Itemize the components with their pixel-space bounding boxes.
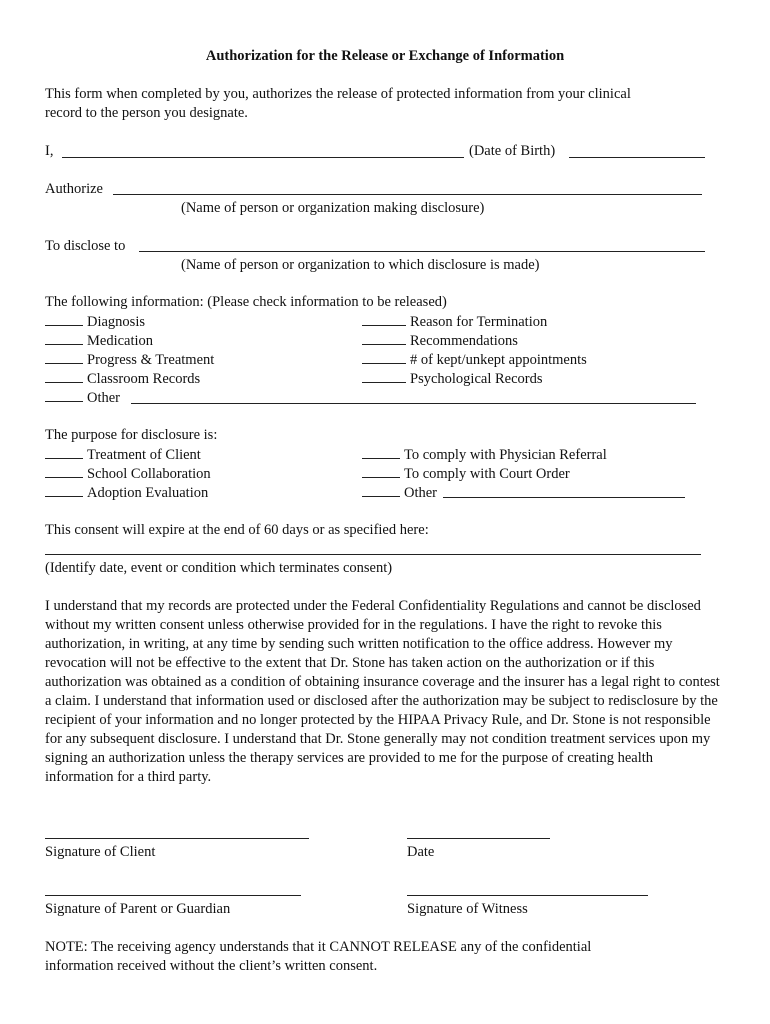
purpose-item-adoption[interactable]: Adoption Evaluation (45, 483, 208, 503)
checkbox-blank[interactable] (45, 445, 83, 459)
consent-paragraph: I understand that my records are protected under the Federal Confidentiality Regulations and cannot be disclosed without my written consent unless otherwise provided for in the regulations. I have the right to revoke this authorization, in writing, at any time by sending such written notification to the office address. However my revocation will not be effective to the extent that Dr. Stone has taken action on the authorization or if this authorization was obtained as a condition of obtaining insurance coverage and the insurer has a legal right to contest a claim. I understand that information used or disclosed after the authorization may be subject to redisclosure by the recipient of your information and no longer protected by the HIPAA Privacy Rule, and Dr. Stone is not responsible for any subsequent disclosure. I understand that Dr. Stone generally may not condition treatment services upon my signing an authorization unless the therapy services are provided to me for the purpose of creating health information for a third party. (45, 598, 720, 785)
checkbox-blank[interactable] (45, 388, 83, 402)
note-line-2: information received without the client’s written consent. (45, 958, 378, 974)
client-signature-field[interactable] (45, 838, 309, 839)
info-item-progress[interactable]: Progress & Treatment (45, 350, 214, 370)
client-prefix: I, (45, 143, 54, 159)
info-item-recommendations[interactable]: Recommendations (362, 331, 518, 351)
date-label: Date (407, 844, 435, 860)
witness-signature-field[interactable] (407, 895, 648, 896)
guardian-signature-field[interactable] (45, 895, 301, 896)
purpose-header: The purpose for disclosure is: (45, 427, 218, 443)
authorize-label: Authorize (45, 181, 103, 197)
date-field[interactable] (407, 838, 550, 839)
authorize-caption: (Name of person or organization making disclosure) (181, 200, 485, 216)
intro-line-2: record to the person you designate. (45, 105, 248, 121)
client-name-field[interactable] (62, 157, 464, 158)
checkbox-blank[interactable] (362, 331, 406, 345)
checkbox-blank[interactable] (45, 350, 83, 364)
expire-text: This consent will expire at the end of 60 days or as specified here: (45, 522, 429, 538)
guardian-signature-label: Signature of Parent or Guardian (45, 901, 231, 917)
info-other-field[interactable] (131, 403, 696, 404)
checkbox-blank[interactable] (362, 312, 406, 326)
info-item-other[interactable]: Other (45, 388, 120, 408)
checkbox-blank[interactable] (45, 312, 83, 326)
info-item-classroom[interactable]: Classroom Records (45, 369, 200, 389)
purpose-item-treatment[interactable]: Treatment of Client (45, 445, 201, 465)
dob-label: (Date of Birth) (469, 143, 556, 159)
checkbox-blank[interactable] (362, 350, 406, 364)
intro-line-1: This form when completed by you, authorizes the release of protected information from your clinical (45, 86, 631, 102)
disclose-field[interactable] (139, 251, 705, 252)
note-line-1: NOTE: The receiving agency understands that it CANNOT RELEASE any of the confidential (45, 939, 592, 955)
expire-caption: (Identify date, event or condition which terminates consent) (45, 560, 393, 576)
disclose-caption: (Name of person or organization to which disclosure is made) (181, 257, 540, 273)
info-item-termination[interactable]: Reason for Termination (362, 312, 547, 332)
checkbox-blank[interactable] (45, 464, 83, 478)
checkbox-blank[interactable] (45, 331, 83, 345)
info-header: The following information: (Please check information to be released) (45, 294, 447, 310)
checkbox-blank[interactable] (362, 483, 400, 497)
form-title: Authorization for the Release or Exchange of Information (205, 48, 565, 64)
purpose-item-physician[interactable]: To comply with Physician Referral (362, 445, 607, 465)
info-item-appointments[interactable]: # of kept/unkept appointments (362, 350, 587, 370)
expire-field[interactable] (45, 554, 701, 555)
checkbox-blank[interactable] (362, 369, 406, 383)
checkbox-blank[interactable] (362, 464, 400, 478)
checkbox-blank[interactable] (362, 445, 400, 459)
purpose-other-field[interactable] (443, 497, 685, 498)
disclose-label: To disclose to (45, 238, 126, 254)
purpose-item-other[interactable]: Other (362, 483, 437, 503)
info-item-psychological[interactable]: Psychological Records (362, 369, 543, 389)
checkbox-blank[interactable] (45, 483, 83, 497)
purpose-item-school[interactable]: School Collaboration (45, 464, 211, 484)
checkbox-blank[interactable] (45, 369, 83, 383)
witness-signature-label: Signature of Witness (407, 901, 528, 917)
info-item-medication[interactable]: Medication (45, 331, 153, 351)
authorize-field[interactable] (113, 194, 702, 195)
dob-field[interactable] (569, 157, 705, 158)
info-item-diagnosis[interactable]: Diagnosis (45, 312, 145, 332)
client-signature-label: Signature of Client (45, 844, 156, 860)
purpose-item-court[interactable]: To comply with Court Order (362, 464, 570, 484)
